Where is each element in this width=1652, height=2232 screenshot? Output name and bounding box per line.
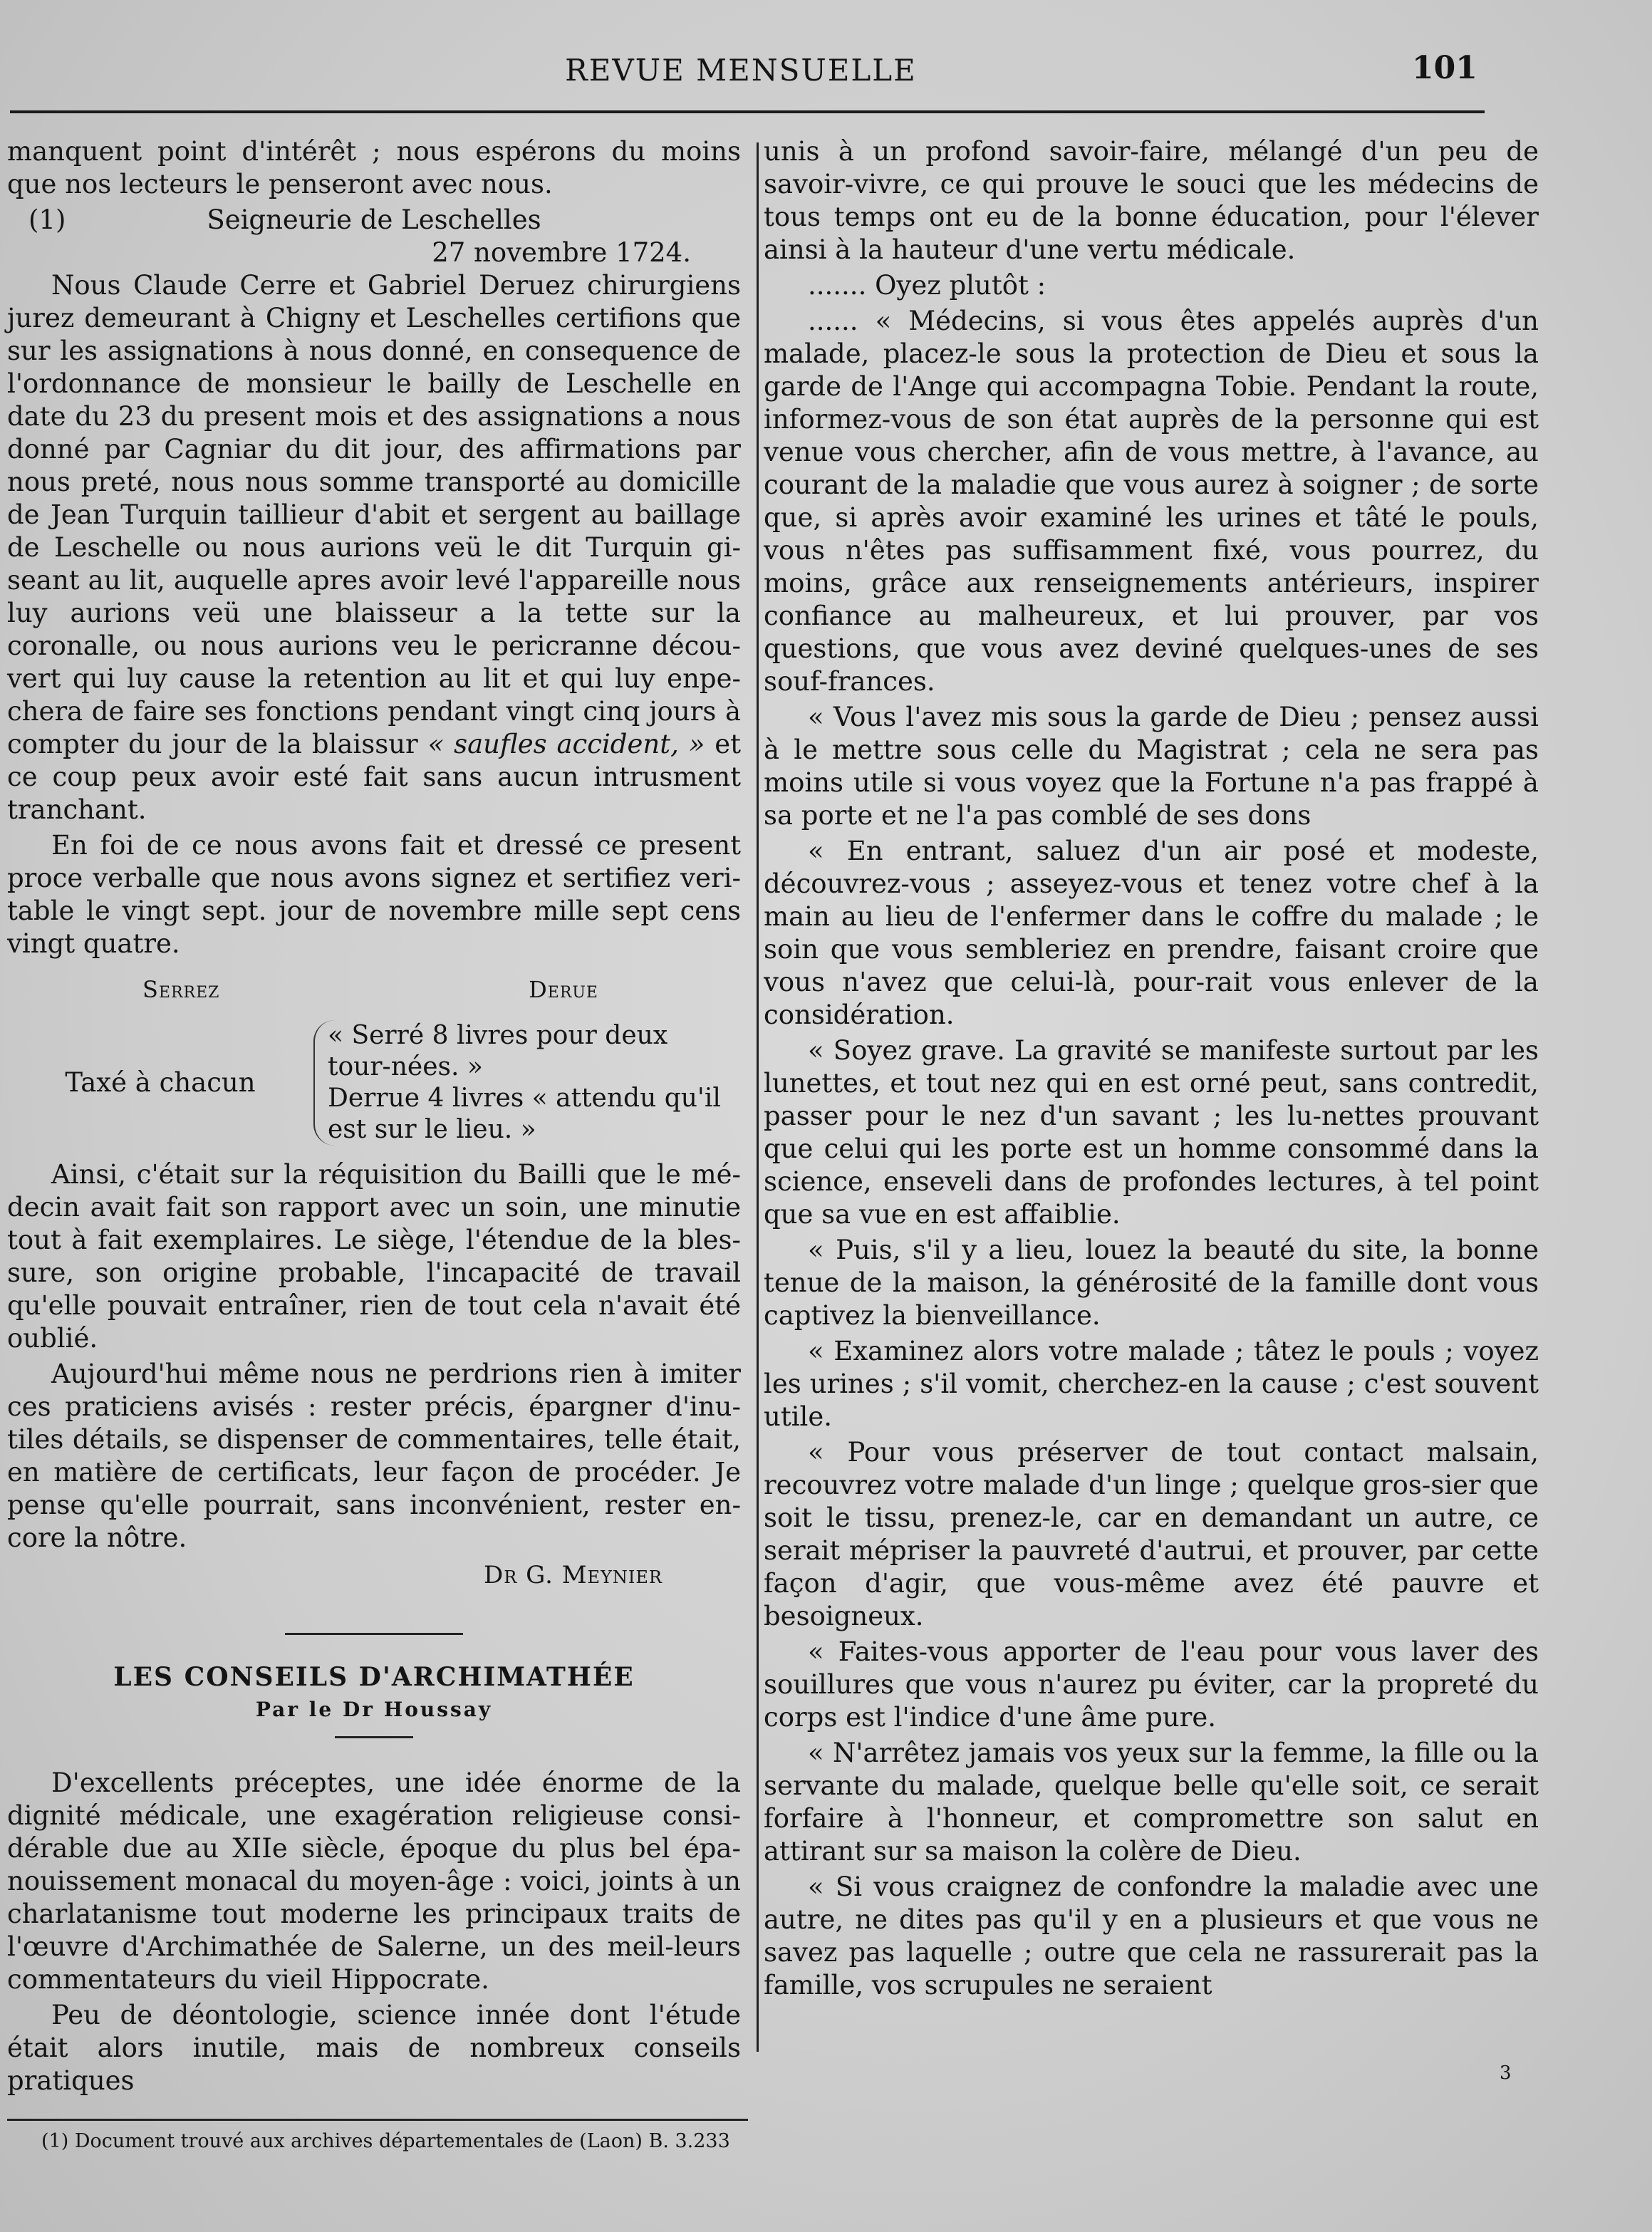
page-number: 101 — [1412, 50, 1477, 86]
paragraph-aujourdhui: Aujourd'hui même nous ne perdrions rien à imiter ces praticiens avisés : rester précis, épargner d'inu-tiles détails, se dispenser de commentaires, telle était, en matière de certificats, leur façon de procéder. Je pense qu'elle pourrait, sans inconvénient, rester en-core la nôtre. — [7, 1359, 741, 1553]
document-body-end: et ce coup peux avoir esté fait sans aucun intrusment tranchant. — [7, 729, 741, 825]
document-body — [7, 269, 741, 826]
document-heading-line — [7, 204, 741, 237]
article-byline: Par le Dr Houssay — [255, 1698, 493, 1721]
paragraph-oyez: ....... Oyez plutôt : — [808, 270, 1046, 301]
document-heading: Seigneurie de Leschelles — [207, 204, 541, 235]
footnote-rule — [7, 2119, 748, 2121]
paragraph-unis: unis à un profond savoir-faire, mélangé d'un peu de savoir-vivre, ce qui prouve le souci que les médecins de tous temps ont eu de la bonne éducation, pour l'élever ainsi à la hauteur d'une vertu médicale. — [764, 136, 1539, 265]
document-date: 27 novembre 1724. — [432, 237, 691, 268]
precept-8: « Faites-vous apporter de l'eau pour vous laver des souillures que vous n'aurez pu éviter, car la propreté du corps est l'indice d'une âme pure. — [764, 1636, 1539, 1733]
right-column — [764, 135, 1539, 2005]
tax-label: Taxé à chacun — [65, 1067, 256, 1098]
signatories — [7, 963, 741, 1016]
precept-2: « Vous l'avez mis sous la garde de Dieu ; pensez aussi à le mettre sous celle du Magistrat ; cela ne sera pas moins utile si vous voyez que la Fortune n'a pas frappé à sa porte et ne l'a pas comblé de ses dons — [764, 702, 1539, 831]
running-header: REVUE MENSUELLE — [565, 53, 917, 88]
section-separator — [285, 1633, 463, 1635]
article-paragraph-2: Peu de déontologie, science innée dont l'étude était alors inutile, mais de nombreux conseils pratiques — [7, 2000, 741, 2096]
column-divider — [757, 142, 759, 2052]
paragraph-ainsi: Ainsi, c'était sur la réquisition du Bailli que le mé-decin avait fait son rapport avec un soin, une minutie tout à fait exemplaires. Le siège, l'étendue de la bles-sure, son origine probable, l'incapacité de travail qu'elle pouvait entraîner, rien de tout cela n'avait été oublié. — [7, 1159, 741, 1354]
footnote-marker: (1) — [28, 204, 66, 235]
header-rule — [10, 110, 1485, 113]
tax-block — [7, 1020, 741, 1146]
precept-9: « N'arrêtez jamais vos yeux sur la femme, la fille ou la servante du malade, quelque belle qu'elle soit, ce serait forfaire à l'honneur, et compromettre son salut en attirant sur sa maison la colère de Dieu. — [764, 1738, 1539, 1867]
left-column — [7, 135, 741, 2154]
title-separator — [335, 1736, 413, 1738]
precept-4: « Soyez grave. La gravité se manifeste surtout par les lunettes, et tout nez qui en est orné peut, sans contredit, passer pour le nez d'un savant ; les lu-nettes prouvant que celui qui les porte est un homme consommé dans la science, enseveli dans de profondes lectures, à tel point que sa vue en est affaiblie. — [764, 1035, 1539, 1230]
precept-7: « Pour vous préserver de tout contact malsain, recouvrez votre malade d'un linge ; quelque gros-sier que soit le tissu, prenez-le, car en demandant un autre, ce serait mépriser la pauvreté d'autrui, et prouver, par cette façon d'agir, que vous-même avez été pauvre et besoigneux. — [764, 1437, 1539, 1631]
signatory-derue: Derue — [529, 976, 598, 1003]
precept-1: ...... « Médecins, si vous êtes appelés auprès d'un malade, placez-le sous la protection de Dieu et sous la garde de l'Ange qui accompagna Tobie. Pendant la route, informez-vous de son état auprès de la personne qui est venue vous chercher, afin de vous mettre, à l'avance, au courant de la maladie que vous aurez à soigner ; de sorte que, si après avoir examiné les urines et tâté le pouls, vous n'êtes pas suffisamment fixé, vous pourrez, du moins, grâce aux renseignements antérieurs, inspirer confiance au malheureux, et lui prouver, par vos questions, que vous avez deviné quelques-unes de ses souf-frances. — [764, 306, 1539, 697]
author-signature: Dr G. Meynier — [484, 1561, 663, 1589]
footnote: (1) Document trouvé aux archives départementales de (Laon) B. 3.233 — [41, 2130, 730, 2152]
tax-line-derrue: Derrue 4 livres « attendu qu'il est sur le lieu. » — [328, 1084, 721, 1144]
precept-10: « Si vous craignez de confondre la maladie avec une autre, ne dites pas qu'il y en a plusieurs et que vous ne savez pas laquelle ; outre que cela ne rassurerait pas la famille, vos scrupules ne seraient — [764, 1872, 1539, 2000]
article-title: LES CONSEILS D'ARCHIMATHÉE — [113, 1662, 635, 1692]
document-body-italic: « saufles accident, » — [427, 729, 705, 759]
tax-line-serre: « Serré 8 livres pour deux tour-nées. » — [328, 1021, 668, 1081]
precept-5: « Puis, s'il y a lieu, louez la beauté du site, la bonne tenue de la maison, la générosité de la famille dont vous captivez la bienveillance. — [764, 1235, 1539, 1331]
precept-3: « En entrant, saluez d'un air posé et modeste, découvrez-vous ; asseyez-vous et tenez votre chef à la main au lieu de l'enfermer dans le coffre du malade ; le soin que vous sembleriez en prendre, faisant croire que vous n'avez que celui-là, pour-rait vous enlever de la considération. — [764, 836, 1539, 1030]
document-body-text: Nous Claude Cerre et Gabriel Deruez chirurgiens jurez demeurant à Chigny et Leschelles certifions que sur les assignations à nous donné, en consequence de l'ordonnance de monsieur le bailly de Leschelle en date du 23 du present mois et des assignations a nous donné par Cagniar du dit jour, des affirmations par nous preté, nous nous somme transporté au domicille de Jean Turquin taillieur d'abit et sergent au baillage de Leschelle ou nous aurions veü le dit Turquin gi-seant au lit, auquelle apres avoir levé l'appareille nous luy aurions veü une blaisseur a la tette sur la coronalle, ou nous aurions veu le pericranne décou-vert qui luy cause la retention au lit et qui luy enpe-chera de faire ses fonctions pendant vingt cinq jours à compter du jour de la blaissur — [7, 270, 741, 759]
signatory-serrez: Serrez — [142, 976, 220, 1003]
signature-mark: 3 — [1500, 2062, 1512, 2084]
article-paragraph-1: D'excellents préceptes, une idée énorme de la dignité médicale, une exagération religieuse consi-dérable due au XIIe siècle, époque du plus bel épa-nouissement monacal du moyen-âge : voici, joints à un charlatanisme tout moderne les principaux traits de l'œuvre d'Archimathée de Salerne, un des meil-leurs commentateurs du vieil Hippocrate. — [7, 1768, 741, 1995]
precept-6: « Examinez alors votre malade ; tâtez le pouls ; voyez les urines ; s'il vomit, cherchez-en la cause ; c'est souvent utile. — [764, 1336, 1539, 1432]
document-closing: En foi de ce nous avons fait et dressé ce present proce verballe que nous avons signez et sertifiez veri-table le vingt sept. jour de novembre mille sept cens vingt quatre. — [7, 830, 741, 959]
tax-brace — [313, 1020, 727, 1146]
intro-paragraph: manquent point d'intérêt ; nous espérons du moins que nos lecteurs le penseront avec nous. — [7, 136, 741, 199]
